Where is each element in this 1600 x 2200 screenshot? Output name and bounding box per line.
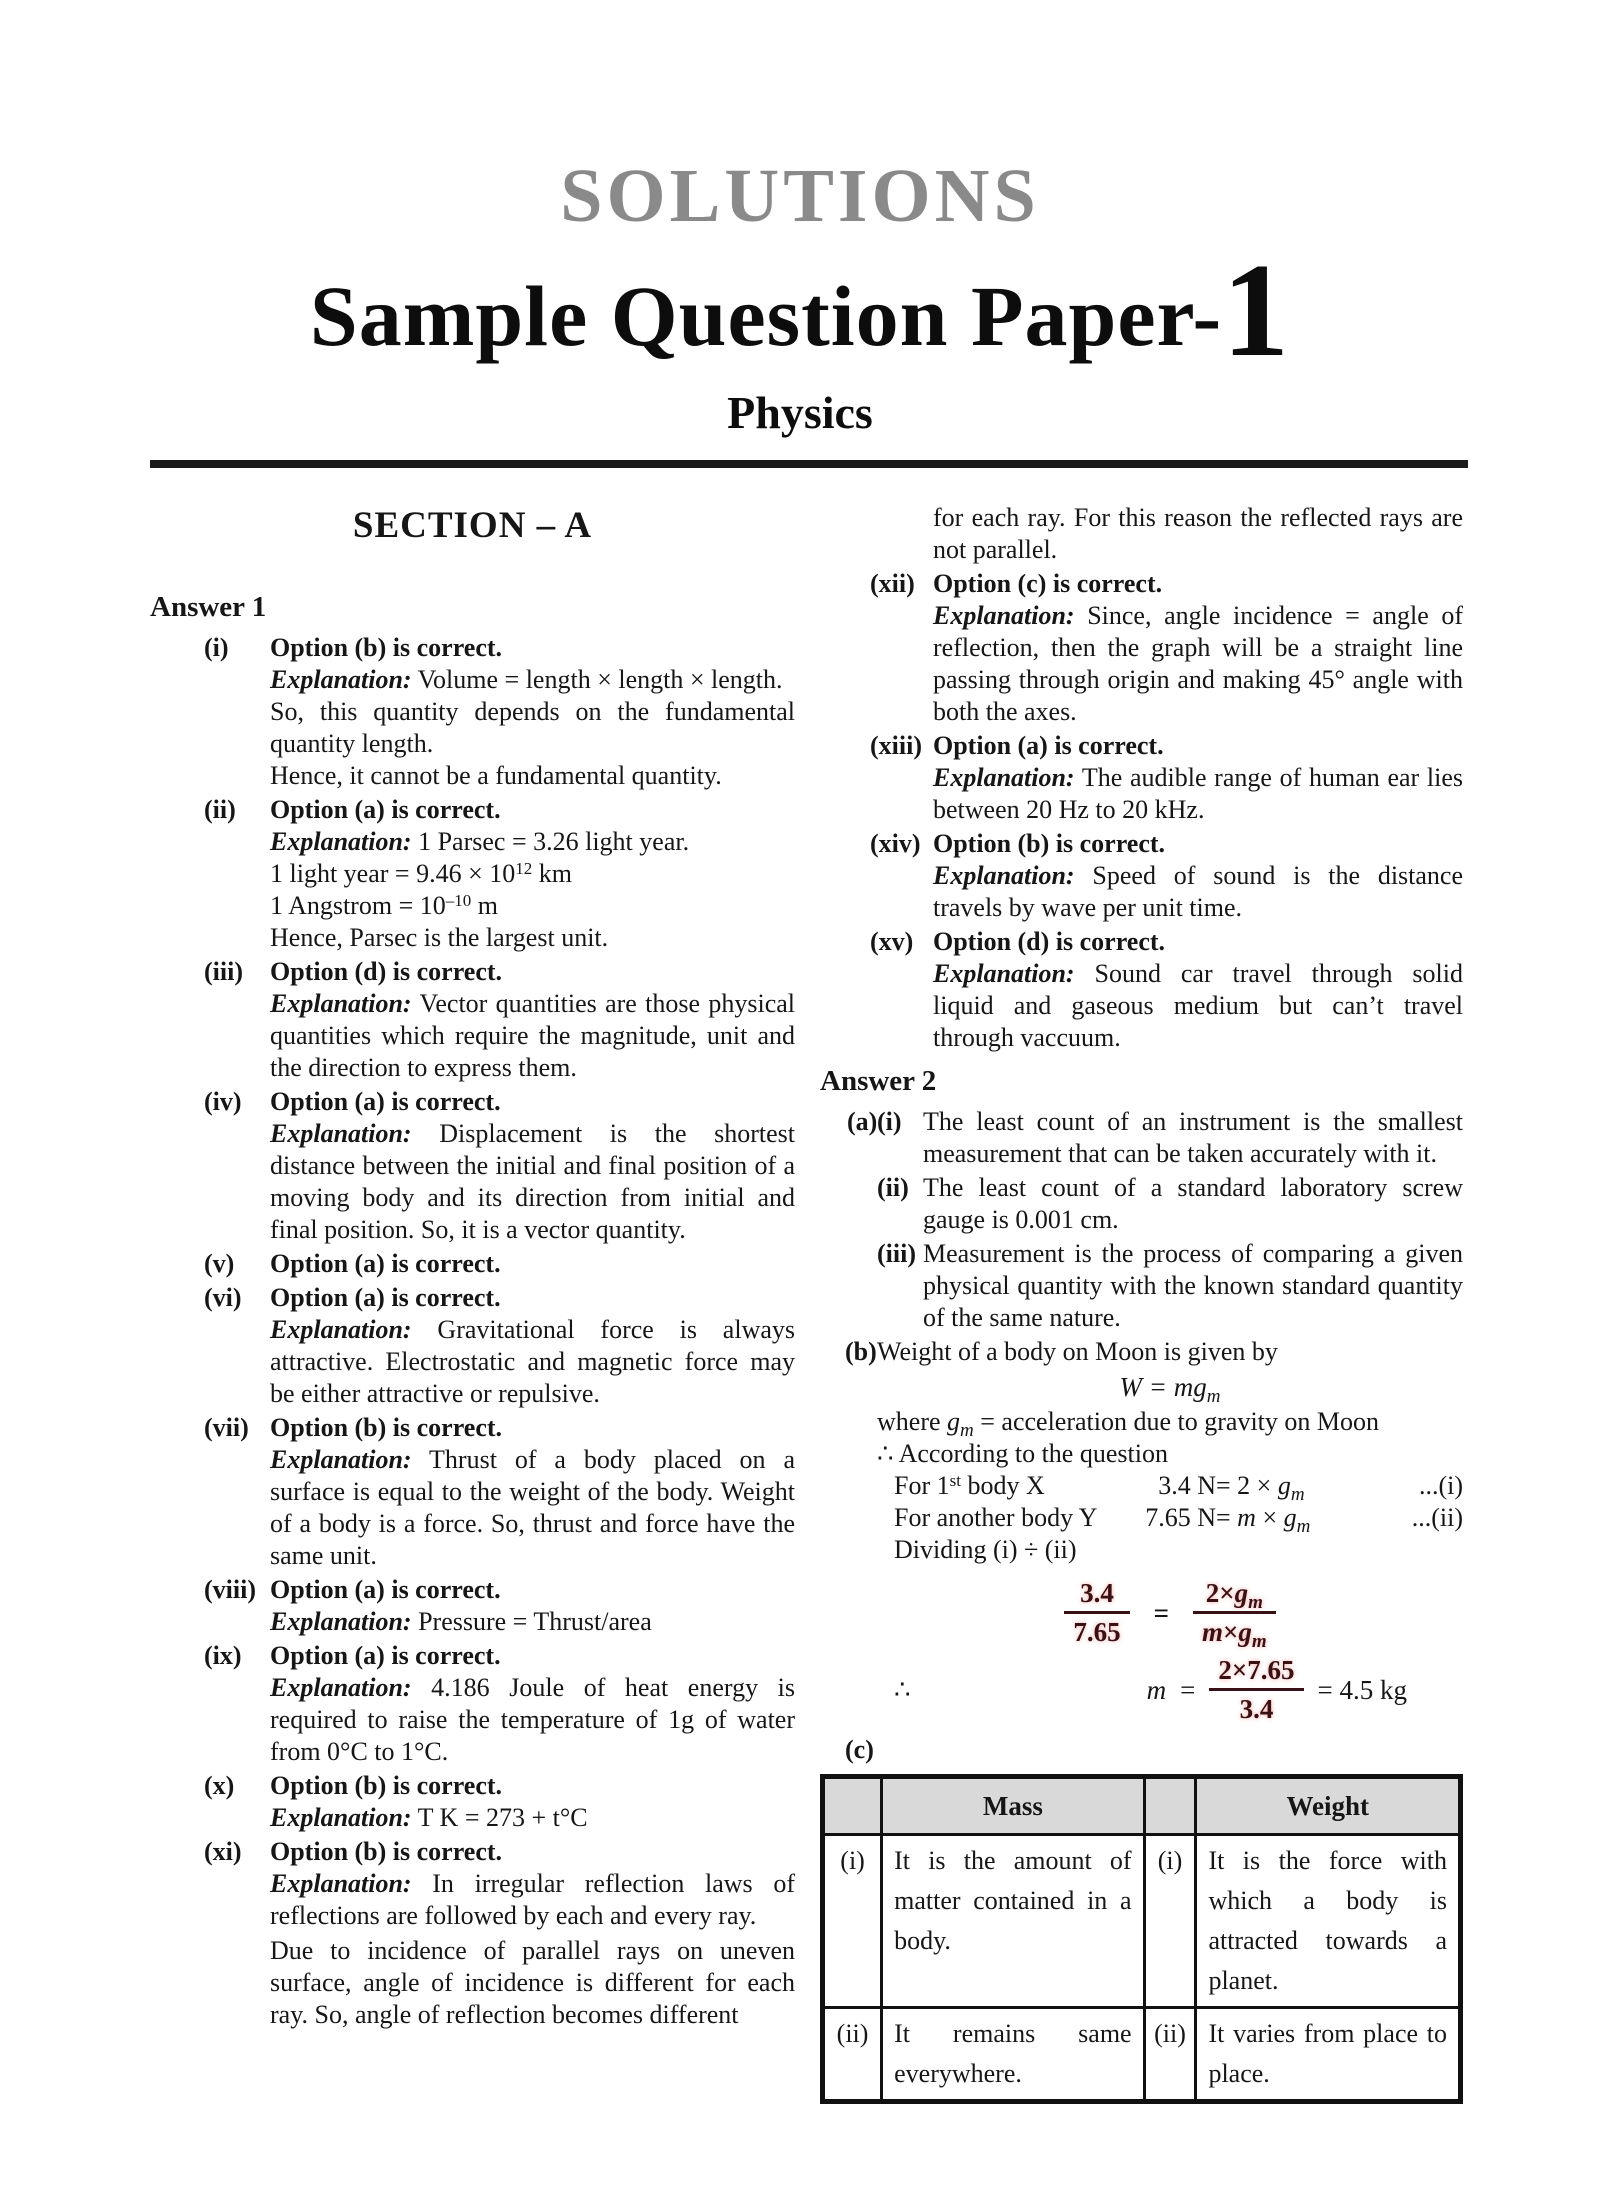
answer1-item-i (150, 632, 795, 792)
item-body (270, 956, 795, 1084)
explanation-label: Explanation: (933, 959, 1075, 988)
equals-sign: = (1153, 1597, 1169, 1628)
explanation-text: T K = 273 + t°C (417, 1803, 588, 1832)
answer1-item-x (150, 1770, 795, 1834)
lightyear-pre: 1 light year = 9.46 × 10 (270, 859, 516, 888)
option-line: Option (d) is correct. (270, 957, 503, 986)
item-number: (x) (204, 1771, 235, 1800)
explanation (270, 1868, 795, 1932)
option-line: Option (c) is correct. (933, 569, 1163, 598)
explanation-text: Sound car travel through solid liquid and gaseous medium but can’t travel through vaccuum. (933, 959, 1463, 1052)
denominator: 3.4 (1239, 1694, 1274, 1724)
answer1-item-xii (820, 568, 1463, 728)
explanation (270, 1118, 795, 1246)
answer1-item-v (150, 1248, 795, 1280)
header-blank (823, 1777, 882, 1835)
result-group (1147, 1655, 1407, 1724)
explanation (270, 826, 795, 858)
answer1-item-vii (150, 1412, 795, 1572)
sub-label-c: (c) (845, 1735, 874, 1764)
header-mass: Mass (882, 1777, 1144, 1835)
answer1-item-xv (820, 926, 1463, 1054)
header-blank (1144, 1777, 1196, 1835)
therefore-sign: ∴ (894, 1674, 911, 1704)
sub-label-spacer (820, 1172, 877, 1236)
item-number: (ix) (204, 1641, 242, 1670)
item-body (270, 1282, 795, 1410)
explanation-label: Explanation: (270, 1315, 412, 1344)
explanation-label: Explanation: (270, 1869, 412, 1898)
mass-weight-table (820, 1774, 1463, 2104)
item-text: The least count of an instrument is the smallest measurement that can be taken accurately with it. (923, 1107, 1463, 1168)
row-index: (i) (823, 1835, 882, 2008)
explanation-text: Volume = length × length × length. (417, 665, 783, 694)
row-index: (ii) (823, 2008, 882, 2102)
item-number: (xi) (204, 1837, 242, 1866)
equation-tag: ...(ii) (1411, 1503, 1463, 1532)
fraction-equation-1 (877, 1578, 1463, 1652)
explanation-label: Explanation: (270, 1803, 412, 1832)
numerator (1193, 1578, 1276, 1614)
item-number: (iii) (877, 1239, 916, 1268)
header-weight: Weight (1196, 1777, 1461, 1835)
explanation-text: In irregular reflection laws of reflections are followed by each and every ray. (270, 1869, 795, 1930)
item-number: (xii) (870, 569, 915, 598)
angstrom-line (270, 890, 795, 922)
equation-value: 7.65 N (1145, 1503, 1216, 1532)
option-line: Option (b) is correct. (270, 1413, 503, 1442)
explanation (933, 762, 1463, 826)
explanation-label: Explanation: (933, 861, 1075, 890)
explanation-text: 4.186 Joule of heat energy is required to raise the temperature of 1g of water from 0°C to 1°C. (270, 1673, 795, 1766)
item-body (933, 730, 1463, 826)
mass-var: m (1237, 1503, 1256, 1532)
fraction (1209, 1655, 1303, 1724)
page-header (0, 0, 1600, 468)
option-line: Option (b) is correct. (270, 1771, 503, 1800)
mass-var: m (1201, 1617, 1223, 1647)
times-sign: × (1255, 1503, 1284, 1532)
sub-label-spacer (820, 1238, 877, 1334)
paper-title-text: Sample Question Paper- (309, 268, 1223, 364)
item-number: (ii) (877, 1173, 909, 1202)
dividing-line: Dividing (i) ÷ (ii) (894, 1535, 1077, 1564)
answer2-heading: Answer 2 (820, 1065, 937, 1097)
according-line: ∴ According to the question (877, 1439, 1168, 1468)
item-body (933, 568, 1463, 728)
item-number: (xv) (870, 927, 914, 956)
explanation (933, 958, 1463, 1054)
right-column (820, 502, 1463, 2104)
option-line: Option (b) is correct. (270, 633, 503, 662)
item-body (270, 632, 795, 792)
table-header-row (823, 1777, 1461, 1835)
fraction-equation-2 (877, 1655, 1463, 1724)
sub-label-b: (b) (845, 1337, 877, 1366)
numerator: 2×7.65 (1209, 1655, 1303, 1691)
explanation-text: The audible range of human ear lies between 20 Hz to 20 kHz. (933, 763, 1463, 824)
equals-sign: = (1180, 1674, 1196, 1705)
item-number: (i) (877, 1107, 902, 1136)
exponent: –10 (445, 891, 472, 910)
section-heading: SECTION – A (352, 505, 593, 546)
item-body (270, 1412, 795, 1572)
rhs-text: = (1216, 1503, 1238, 1532)
explanation-label: Explanation: (933, 763, 1075, 792)
gravity-subscript: m (1290, 1484, 1305, 1505)
solutions-title: SOLUTIONS (560, 154, 1040, 238)
lhs-pre: For 1 (894, 1471, 950, 1500)
fraction (1193, 1578, 1276, 1652)
option-line: Option (a) is correct. (270, 1283, 501, 1312)
explanation-text: Thrust of a body placed on a surface is equal to the weight of the body. Weight of a body is a force. So, thrust and force have the same unit. (270, 1445, 796, 1570)
explanation-label: Explanation: (933, 601, 1075, 630)
item-body (270, 1248, 795, 1280)
item-number: (viii) (204, 1575, 256, 1604)
item-body (270, 1574, 795, 1638)
explanation (933, 860, 1463, 924)
answer1-item-xi (150, 1836, 795, 2031)
explanation (270, 664, 795, 696)
explanation-label: Explanation: (270, 827, 412, 856)
explanation-text: Displacement is the shortest distance between the initial and final position of a moving body and its direction from initial and final position. So, it is a vector quantity. (270, 1119, 796, 1244)
item-number: (xiii) (870, 731, 922, 760)
gravity-var: g (1277, 1471, 1291, 1500)
ordinal-superscript: st (949, 1471, 961, 1490)
explanation-text: Vector quantities are those physical quantities which require the magnitude, unit and the direction to express them. (270, 989, 796, 1082)
angstrom-pre: 1 Angstrom = 10 (270, 891, 446, 920)
mass-var: m (1146, 1674, 1167, 1705)
explanation (270, 1444, 795, 1572)
weight-cell: It is the force with which a body is attracted towards a planet. (1196, 1835, 1461, 2008)
item-body (270, 1640, 795, 1768)
mass-cell: It remains same everywhere. (882, 2008, 1144, 2102)
explanation-label: Explanation: (270, 989, 412, 1018)
option-line: Option (a) is correct. (933, 731, 1164, 760)
item-text: The least count of a standard laboratory screw gauge is 0.001 cm. (923, 1173, 1463, 1234)
explanation (933, 600, 1463, 728)
two-column-body (150, 502, 1600, 2104)
equation-subscript: m (1206, 1386, 1221, 1407)
row-index: (i) (1144, 1835, 1196, 2008)
explanation-text: 1 Parsec = 3.26 light year. (418, 827, 690, 856)
header-rule (150, 460, 1468, 468)
item-body (270, 794, 795, 954)
item-body (270, 1836, 795, 2031)
gravity-var: g (1238, 1617, 1252, 1647)
item-paragraph: So, this quantity depends on the fundamental quantity length. (270, 697, 795, 758)
answer2-b-block (820, 1336, 1463, 1728)
explanation (270, 1314, 795, 1410)
option-line: Option (b) is correct. (270, 1837, 503, 1866)
option-line: Option (d) is correct. (933, 927, 1166, 956)
where-pre: where (877, 1407, 948, 1436)
explanation-label: Explanation: (270, 1607, 412, 1636)
item-number: (xiv) (870, 829, 921, 858)
answer2-a-item-ii (820, 1172, 1463, 1236)
paper-number: 1 (1222, 236, 1291, 384)
option-line: Option (b) is correct. (933, 829, 1166, 858)
item-body (270, 1770, 795, 1834)
answer2-a-item-i (820, 1106, 1463, 1170)
item-body (933, 828, 1463, 924)
item-number: (vi) (204, 1283, 242, 1312)
explanation (270, 1606, 795, 1638)
explanation (270, 1802, 795, 1834)
answer1-item-iii (150, 956, 795, 1084)
times-sign: × (1222, 1617, 1239, 1647)
explanation-label: Explanation: (270, 665, 412, 694)
item-paragraph: Hence, Parsec is the largest unit. (270, 923, 609, 952)
equation-row-2 (877, 1502, 1463, 1537)
gravity-var: g (947, 1407, 961, 1436)
item-number: (v) (204, 1249, 235, 1278)
lightyear-post: km (532, 859, 572, 888)
answer1-item-ix (150, 1640, 795, 1768)
gravity-var: g (1283, 1503, 1297, 1532)
answer1-item-ii (150, 794, 795, 954)
item-number: (vii) (204, 1413, 249, 1442)
item-number: (iii) (204, 957, 243, 986)
explanation-label: Explanation: (270, 1673, 412, 1702)
rhs-text: = 2 × (1216, 1471, 1278, 1500)
gravity-subscript: m (960, 1420, 974, 1441)
item-number: (iv) (204, 1087, 242, 1116)
left-column (150, 502, 795, 2104)
explanation-text: Speed of sound is the distance travels by wave per unit time. (933, 861, 1464, 922)
row-index: (ii) (1144, 2008, 1196, 2102)
paper-title (0, 236, 1600, 384)
answer1-heading: Answer 1 (150, 591, 267, 623)
fraction (1064, 1578, 1129, 1647)
equation-weight-moon (877, 1371, 1463, 1407)
item-number: (i) (204, 633, 229, 662)
equation-rhs (1216, 1502, 1311, 1537)
numerator-text: 2× (1205, 1578, 1235, 1608)
lightyear-line (270, 858, 795, 890)
equation-lhs: For another body Y (894, 1503, 1098, 1532)
b-intro: Weight of a body on Moon is given by (877, 1337, 1278, 1366)
lhs-post: body X (960, 1471, 1045, 1500)
angstrom-post: m (471, 891, 498, 920)
item-paragraph: Due to incidence of parallel rays on uneven surface, angle of incidence is different for each ray. So, angle of reflection becomes different (270, 1936, 795, 2029)
answer1-item-vi (150, 1282, 795, 1410)
denominator (1193, 1614, 1276, 1652)
equation-row-1 (877, 1470, 1463, 1505)
item-body (933, 926, 1463, 1054)
gravity-subscript: m (1248, 1592, 1263, 1613)
denominator: 7.65 (1073, 1617, 1121, 1647)
answer1-item-xiii (820, 730, 1463, 826)
where-line (877, 1406, 1463, 1441)
equation-tag: ...(i) (1418, 1471, 1463, 1500)
option-line: Option (a) is correct. (270, 795, 501, 824)
table-row (823, 2008, 1461, 2102)
option-line: Option (a) is correct. (270, 1087, 501, 1116)
subject-title: Physics (727, 387, 873, 438)
exponent: 12 (515, 859, 533, 878)
explanation (270, 1672, 795, 1768)
explanation-label: Explanation: (270, 1119, 412, 1148)
numerator: 3.4 (1064, 1578, 1129, 1614)
explanation-text: Gravitational force is always attractive. Electrostatic and magnetic force may be either attractive or repulsive. (270, 1315, 796, 1408)
answer1-item-viii (150, 1574, 795, 1638)
b-content (877, 1336, 1463, 1728)
answer1-item-iv (150, 1086, 795, 1246)
option-line: Option (a) is correct. (270, 1641, 501, 1670)
where-post: = acceleration due to gravity on Moon (973, 1407, 1380, 1436)
explanation-label: Explanation: (270, 1445, 412, 1474)
item-text: Measurement is the process of comparing a given physical quantity with the known standard quantity of the same nature. (923, 1239, 1463, 1332)
equation-text: W = mg (1119, 1372, 1207, 1402)
result-value: = 4.5 kg (1317, 1674, 1407, 1705)
equation-rhs (1216, 1470, 1305, 1505)
answer2-a-item-iii (820, 1238, 1463, 1334)
sub-label-a: (a) (847, 1107, 878, 1136)
gravity-subscript: m (1251, 1631, 1267, 1652)
gravity-var: g (1234, 1578, 1249, 1608)
item-body (270, 1086, 795, 1246)
table-row (823, 1835, 1461, 2008)
answer1-item-xiv (820, 828, 1463, 924)
option-line: Option (a) is correct. (270, 1249, 501, 1278)
explanation-text: Pressure = Thrust/area (418, 1607, 652, 1636)
weight-cell: It varies from place to place. (1196, 2008, 1461, 2102)
option-line: Option (a) is correct. (270, 1575, 501, 1604)
explanation-text: Since, angle incidence = angle of reflection, then the graph will be a straight line passing through origin and making 45° angle with both the axes. (933, 601, 1463, 726)
item-paragraph: Hence, it cannot be a fundamental quantity. (270, 761, 722, 790)
continuation-paragraph: for each ray. For this reason the reflected rays are not parallel. (933, 503, 1463, 564)
explanation (270, 988, 795, 1084)
equation-lhs (894, 1470, 1144, 1502)
mass-cell: It is the amount of matter contained in a body. (882, 1835, 1144, 2008)
equation-value: 3.4 N (1158, 1471, 1216, 1500)
gravity-subscript: m (1296, 1516, 1311, 1537)
item-number: (ii) (204, 795, 236, 824)
